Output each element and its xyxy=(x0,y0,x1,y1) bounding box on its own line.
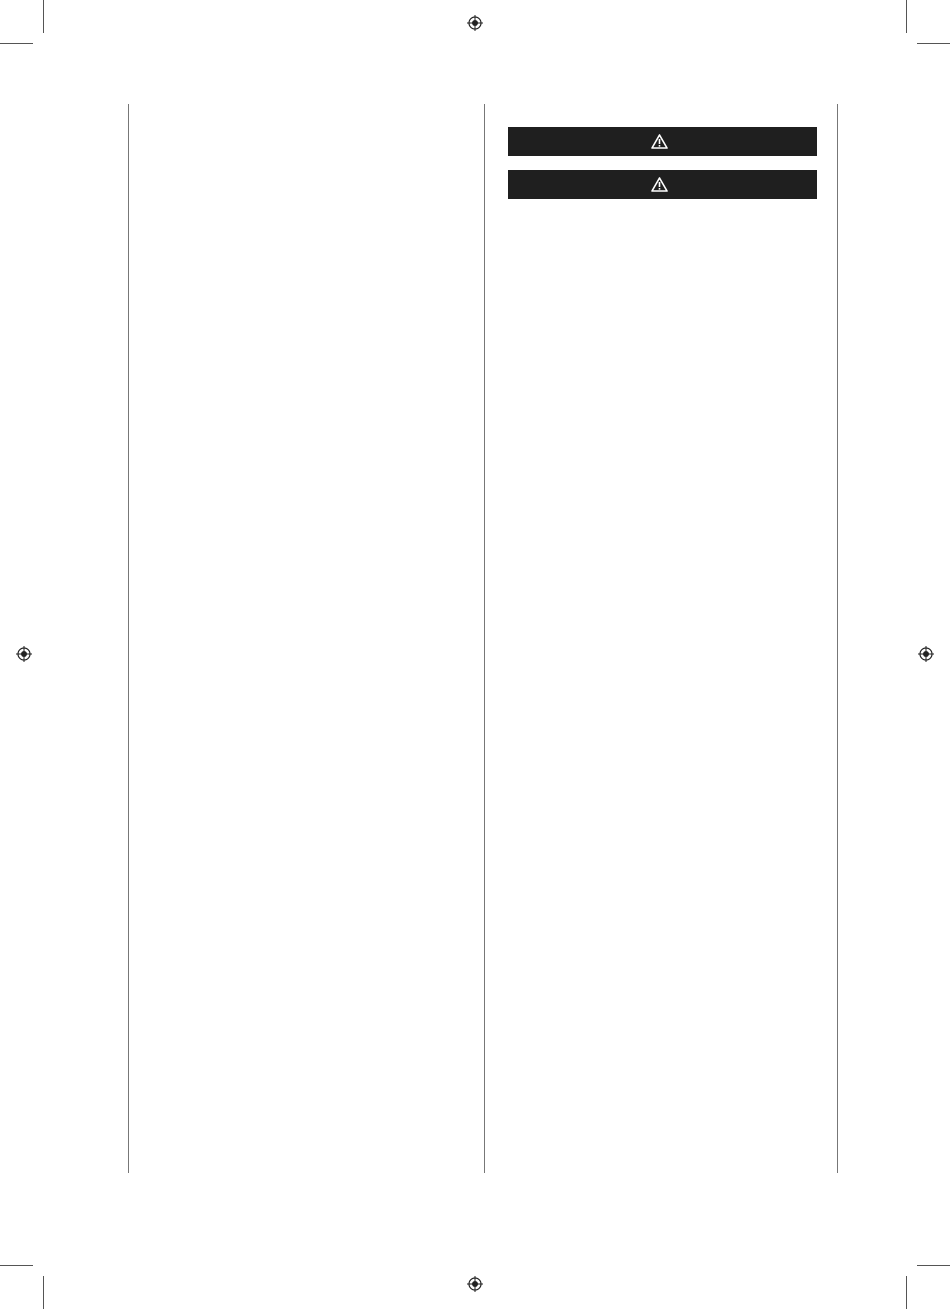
column-rule xyxy=(837,104,838,1173)
crop-mark xyxy=(906,0,907,33)
section-header-intended-use xyxy=(508,127,817,156)
section-header-residual-risks xyxy=(508,170,817,199)
crop-mark xyxy=(0,1265,33,1266)
crop-mark xyxy=(917,43,950,44)
registration-mark-icon xyxy=(918,646,934,662)
column-rule xyxy=(128,104,129,1173)
registration-mark-icon xyxy=(467,15,483,31)
registration-mark-icon xyxy=(467,1276,483,1292)
crop-mark xyxy=(43,0,44,33)
warning-triangle-icon xyxy=(651,177,668,192)
crop-mark xyxy=(43,1276,44,1309)
crop-mark xyxy=(917,1265,950,1266)
column-rule xyxy=(484,104,485,1173)
warning-triangle-icon xyxy=(651,134,668,149)
registration-mark-icon xyxy=(16,646,32,662)
text-column xyxy=(508,117,817,213)
crop-mark xyxy=(0,43,33,44)
crop-mark xyxy=(906,1276,907,1309)
